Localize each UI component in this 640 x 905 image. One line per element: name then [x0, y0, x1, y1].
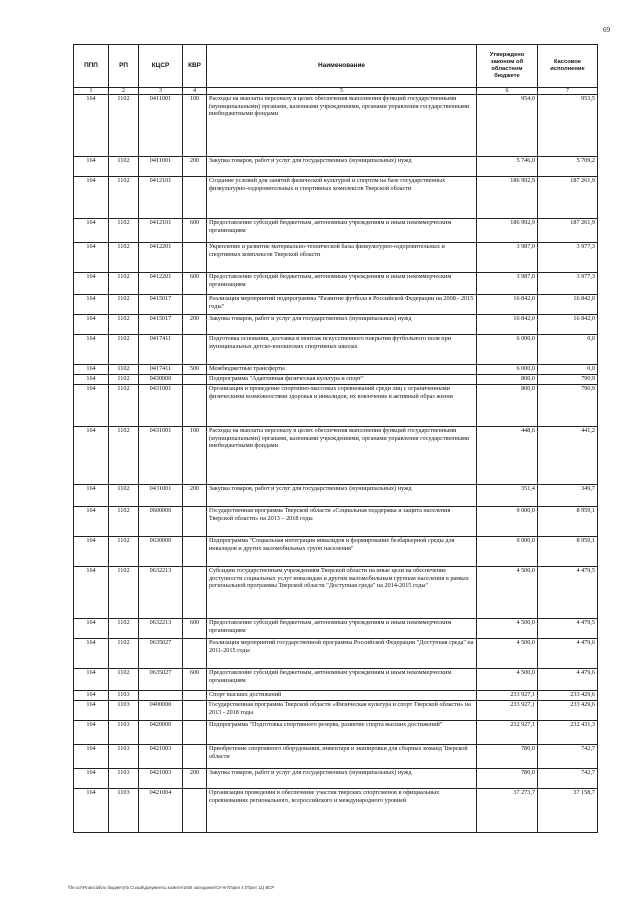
cell-name: Создание условий для занятий физической культурой и спортом на базе государственных физкультурно-оздоровительных и спортивных комплексов Тверской области [207, 177, 477, 219]
cell-rp: 1102 [109, 375, 139, 385]
cell-executed: 4 479,6 [538, 669, 598, 691]
cell-kcsr: 0431001 [139, 427, 183, 485]
cell-name: Реализация мероприятий государственной программы Российской Федерации "Доступная среда" на 2011-2015 годы [207, 639, 477, 669]
table-row [74, 745, 598, 769]
cell-kvr [183, 295, 207, 315]
cell-kcsr: 0430000 [139, 375, 183, 385]
cell-name: Подготовка основания, доставка и монтаж искусственного покрытия футбольного поля при муниципальных детско-юношеских спортивных школах [207, 335, 477, 365]
cell-name: Подпрограмма "Социальная интеграция инвалидов и формирование безбарьерной среды для инвалидов и других маломобильных групп населения" [207, 537, 477, 567]
table-row [74, 315, 598, 335]
cell-name: Закупка товаров, работ и услуг для государственных (муниципальных) нужд [207, 769, 477, 789]
cell-executed: 742,7 [538, 769, 598, 789]
table-row [74, 219, 598, 243]
page-number: 69 [603, 26, 610, 34]
cell-rp: 1102 [109, 95, 139, 157]
cell-approved: 800,0 [477, 375, 538, 385]
column-number: 1 [74, 88, 109, 95]
cell-approved: 233 927,1 [477, 691, 538, 701]
cell-approved: 186 992,9 [477, 177, 538, 219]
cell-ppp: 164 [74, 769, 109, 789]
footer-file-path: \\fs-ocr\Financial\по бюджету\5 Созыв\документы комитета\56 заседание\Отчет\Прил 4 (Прил 11) ВСР [68, 885, 275, 890]
cell-executed: 187 261,9 [538, 177, 598, 219]
table-row [74, 691, 598, 701]
cell-ppp: 164 [74, 669, 109, 691]
cell-kvr: 200 [183, 485, 207, 507]
cell-executed: 4 479,5 [538, 567, 598, 619]
cell-kcsr: 0421003 [139, 769, 183, 789]
cell-name: Предоставление субсидий бюджетным, автономным учреждениям и иным некоммерческим организациям [207, 219, 477, 243]
cell-kcsr: 0411001 [139, 95, 183, 157]
column-number: 5 [207, 88, 477, 95]
cell-executed: 5 709,2 [538, 157, 598, 177]
cell-ppp: 164 [74, 375, 109, 385]
cell-kvr [183, 745, 207, 769]
cell-approved: 4 500,0 [477, 567, 538, 619]
cell-rp: 1102 [109, 485, 139, 507]
cell-approved: 3 987,0 [477, 243, 538, 273]
cell-kcsr: 0415017 [139, 315, 183, 335]
cell-approved: 37 273,7 [477, 789, 538, 833]
header-approved: Утверждено законом об областном бюджете [477, 45, 538, 88]
cell-rp: 1102 [109, 243, 139, 273]
cell-name: Организация и проведение спортивно-массовых соревнований среди лиц с ограниченными физическими возможностями здоровья и инвалидов, их вовлечение в активный образ жизни [207, 385, 477, 427]
cell-kcsr: 0632213 [139, 619, 183, 639]
cell-rp: 1103 [109, 701, 139, 721]
cell-ppp: 164 [74, 157, 109, 177]
cell-rp: 1103 [109, 691, 139, 701]
table-row [74, 485, 598, 507]
cell-name: Подпрограмма "Адаптивная физическая культура и спорт" [207, 375, 477, 385]
table-row [74, 295, 598, 315]
cell-ppp: 164 [74, 639, 109, 669]
cell-name: Организация проведения и обеспечение участия тверских спортсменов в официальных соревнованиях регионального, всероссийского и международного уровней [207, 789, 477, 833]
cell-executed: 0,0 [538, 365, 598, 375]
cell-kvr [183, 385, 207, 427]
cell-approved: 6 000,0 [477, 335, 538, 365]
cell-executed: 4 479,5 [538, 619, 598, 639]
cell-kvr: 600 [183, 619, 207, 639]
cell-ppp: 164 [74, 691, 109, 701]
cell-executed: 790,9 [538, 385, 598, 427]
cell-approved: 3 987,0 [477, 273, 538, 295]
cell-ppp: 164 [74, 273, 109, 295]
cell-executed: 233 429,6 [538, 691, 598, 701]
cell-rp: 1102 [109, 177, 139, 219]
cell-kvr [183, 639, 207, 669]
cell-approved: 4 500,0 [477, 639, 538, 669]
cell-rp: 1103 [109, 769, 139, 789]
cell-name: Приобретение спортивного оборудования, инвентаря и экипировки для сборных команд Тверской области [207, 745, 477, 769]
cell-name: Подпрограмма "Подготовка спортивного резерва, развитие спорта высших достижений" [207, 721, 477, 745]
header-executed: Кассовое исполнение [538, 45, 598, 88]
cell-executed: 8 959,1 [538, 537, 598, 567]
header-kvr: КВР [183, 45, 207, 88]
cell-rp: 1102 [109, 537, 139, 567]
cell-kvr [183, 691, 207, 701]
cell-kvr [183, 177, 207, 219]
cell-approved: 232 927,1 [477, 721, 538, 745]
table-row [74, 365, 598, 375]
cell-executed: 349,7 [538, 485, 598, 507]
cell-kcsr: 0421004 [139, 789, 183, 833]
cell-kvr [183, 375, 207, 385]
cell-rp: 1102 [109, 157, 139, 177]
cell-kcsr: 0411001 [139, 157, 183, 177]
cell-rp: 1102 [109, 385, 139, 427]
cell-approved: 233 927,1 [477, 701, 538, 721]
cell-ppp: 164 [74, 95, 109, 157]
column-number: 3 [139, 88, 183, 95]
cell-name: Расходы на выплаты персоналу в целях обеспечения выполнения функций государственными (муниципальными) органами, казенными учреждениями, органами управления государственными внебюджетными фондами [207, 427, 477, 485]
cell-name: Закупка товаров, работ и услуг для государственных (муниципальных) нужд [207, 157, 477, 177]
cell-approved: 9 000,0 [477, 507, 538, 537]
cell-ppp: 164 [74, 537, 109, 567]
header-ppp: ППП [74, 45, 109, 88]
cell-executed: 187 261,9 [538, 219, 598, 243]
cell-executed: 8 959,1 [538, 507, 598, 537]
cell-rp: 1103 [109, 789, 139, 833]
cell-kcsr: 0420000 [139, 721, 183, 745]
cell-executed: 4 479,6 [538, 639, 598, 669]
cell-ppp: 164 [74, 177, 109, 219]
cell-kvr: 600 [183, 273, 207, 295]
cell-kvr: 500 [183, 365, 207, 375]
cell-executed: 3 977,3 [538, 273, 598, 295]
cell-kvr: 200 [183, 157, 207, 177]
table-row [74, 335, 598, 365]
cell-kcsr: 0412101 [139, 177, 183, 219]
cell-kcsr: 0400000 [139, 701, 183, 721]
table-row [74, 721, 598, 745]
table-row [74, 701, 598, 721]
cell-ppp: 164 [74, 427, 109, 485]
cell-name: Субсидии государственным учреждениям Тверской области на иные цели на обеспечение доступности социальных услуг инвалидам и другим маломобильным группам населения в рамках региональной программы Тверской области "Доступная среда" на 2014-2015 годы" [207, 567, 477, 619]
cell-kcsr: 0431001 [139, 485, 183, 507]
cell-ppp: 164 [74, 335, 109, 365]
cell-rp: 1102 [109, 669, 139, 691]
cell-rp: 1102 [109, 365, 139, 375]
table-row [74, 537, 598, 567]
cell-rp: 1102 [109, 219, 139, 243]
cell-kcsr: 0417411 [139, 335, 183, 365]
cell-approved: 186 992,9 [477, 219, 538, 243]
cell-ppp: 164 [74, 619, 109, 639]
cell-executed: 953,5 [538, 95, 598, 157]
table-row [74, 243, 598, 273]
cell-kcsr: 0431001 [139, 385, 183, 427]
cell-approved: 780,0 [477, 745, 538, 769]
cell-kcsr: 0630000 [139, 537, 183, 567]
cell-approved: 9 000,0 [477, 537, 538, 567]
cell-executed: 233 429,6 [538, 701, 598, 721]
cell-kvr [183, 335, 207, 365]
column-number: 7 [538, 88, 598, 95]
cell-name: Закупка товаров, работ и услуг для государственных (муниципальных) нужд [207, 485, 477, 507]
table-row [74, 273, 598, 295]
cell-ppp: 164 [74, 485, 109, 507]
cell-kcsr [139, 691, 183, 701]
cell-approved: 6 000,0 [477, 365, 538, 375]
cell-kvr [183, 789, 207, 833]
cell-rp: 1102 [109, 315, 139, 335]
cell-kvr: 100 [183, 427, 207, 485]
table-row [74, 769, 598, 789]
column-number: 6 [477, 88, 538, 95]
cell-ppp: 164 [74, 567, 109, 619]
cell-approved: 954,0 [477, 95, 538, 157]
cell-kvr: 600 [183, 669, 207, 691]
cell-rp: 1102 [109, 567, 139, 619]
cell-kvr [183, 701, 207, 721]
cell-kvr: 100 [183, 95, 207, 157]
cell-executed: 3 977,3 [538, 243, 598, 273]
cell-ppp: 164 [74, 507, 109, 537]
table-row [74, 669, 598, 691]
cell-kcsr: 0417411 [139, 365, 183, 375]
cell-kcsr: 0632213 [139, 567, 183, 619]
cell-kvr [183, 507, 207, 537]
cell-rp: 1102 [109, 295, 139, 315]
cell-executed: 441,2 [538, 427, 598, 485]
cell-executed: 37 158,7 [538, 789, 598, 833]
cell-approved: 351,4 [477, 485, 538, 507]
cell-executed: 232 431,3 [538, 721, 598, 745]
cell-name: Расходы на выплаты персоналу в целях обеспечения выполнения функций государственными (муниципальными) органами, казенными учреждениями, органами управления государственными внебюджетными фондами [207, 95, 477, 157]
cell-rp: 1102 [109, 335, 139, 365]
cell-kcsr: 0415017 [139, 295, 183, 315]
cell-executed: 16 842,0 [538, 295, 598, 315]
cell-kvr [183, 567, 207, 619]
header-name: Наименование [207, 45, 477, 88]
cell-kvr: 200 [183, 315, 207, 335]
cell-rp: 1102 [109, 273, 139, 295]
cell-name: Государственная программа Тверской области «Физическая культура и спорт Тверской области» на 2013 - 2018 годы [207, 701, 477, 721]
cell-name: Укрепление и развитие материально-технической базы физкультурно-оздоровительных и спортивных комплексов Тверской области [207, 243, 477, 273]
table-row [74, 177, 598, 219]
cell-name: Предоставление субсидий бюджетным, автономным учреждениям и иным некоммерческим организациям [207, 669, 477, 691]
cell-rp: 1102 [109, 619, 139, 639]
cell-rp: 1103 [109, 745, 139, 769]
header-rp: РП [109, 45, 139, 88]
table-row [74, 789, 598, 833]
cell-kcsr: 0635027 [139, 639, 183, 669]
cell-ppp: 164 [74, 721, 109, 745]
cell-ppp: 164 [74, 745, 109, 769]
table-row [74, 95, 598, 157]
cell-name: Государственная программа Тверской области «Социальная поддержка и защита населения Тверской области» на 2013 – 2018 годы [207, 507, 477, 537]
table-row [74, 619, 598, 639]
cell-executed: 790,9 [538, 375, 598, 385]
cell-kcsr: 0412201 [139, 273, 183, 295]
cell-kcsr: 0600000 [139, 507, 183, 537]
table-row [74, 385, 598, 427]
cell-approved: 5 746,0 [477, 157, 538, 177]
header-kcsr: КЦСР [139, 45, 183, 88]
cell-kvr [183, 243, 207, 273]
budget-execution-table [73, 44, 598, 833]
table-row [74, 507, 598, 537]
cell-name: Закупка товаров, работ и услуг для государственных (муниципальных) нужд [207, 315, 477, 335]
table-row [74, 639, 598, 669]
table-row [74, 157, 598, 177]
cell-ppp: 164 [74, 701, 109, 721]
cell-name: Межбюджетные трансферты [207, 365, 477, 375]
cell-approved: 16 842,0 [477, 315, 538, 335]
cell-name: Предоставление субсидий бюджетным, автономным учреждениям и иным некоммерческим организациям [207, 273, 477, 295]
cell-ppp: 164 [74, 365, 109, 375]
cell-kvr [183, 721, 207, 745]
cell-approved: 4 500,0 [477, 619, 538, 639]
cell-kvr: 200 [183, 769, 207, 789]
column-number-row [74, 88, 598, 95]
cell-ppp: 164 [74, 315, 109, 335]
cell-kvr [183, 537, 207, 567]
cell-approved: 780,0 [477, 769, 538, 789]
cell-approved: 16 842,0 [477, 295, 538, 315]
cell-kcsr: 0421003 [139, 745, 183, 769]
table-row [74, 427, 598, 485]
cell-ppp: 164 [74, 295, 109, 315]
cell-rp: 1103 [109, 721, 139, 745]
cell-approved: 448,6 [477, 427, 538, 485]
cell-rp: 1102 [109, 507, 139, 537]
cell-ppp: 164 [74, 243, 109, 273]
cell-name: Спорт высших достижений [207, 691, 477, 701]
column-number: 4 [183, 88, 207, 95]
table-row [74, 375, 598, 385]
cell-name: Предоставление субсидий бюджетным, автономным учреждениям и иным некоммерческим организациям [207, 619, 477, 639]
cell-name: Реализация мероприятий подпрограммы "Развитие футбола в Российской Федерации на 2008 - 2015 годы" [207, 295, 477, 315]
cell-rp: 1102 [109, 639, 139, 669]
cell-executed: 16 842,0 [538, 315, 598, 335]
cell-approved: 4 500,0 [477, 669, 538, 691]
cell-kvr: 600 [183, 219, 207, 243]
cell-ppp: 164 [74, 789, 109, 833]
cell-ppp: 164 [74, 385, 109, 427]
cell-executed: 0,0 [538, 335, 598, 365]
table-header-row [74, 45, 598, 88]
table-row [74, 567, 598, 619]
cell-rp: 1102 [109, 427, 139, 485]
cell-kcsr: 0412201 [139, 243, 183, 273]
cell-executed: 742,7 [538, 745, 598, 769]
cell-approved: 800,0 [477, 385, 538, 427]
cell-kcsr: 0412101 [139, 219, 183, 243]
cell-ppp: 164 [74, 219, 109, 243]
column-number: 2 [109, 88, 139, 95]
cell-kcsr: 0635027 [139, 669, 183, 691]
